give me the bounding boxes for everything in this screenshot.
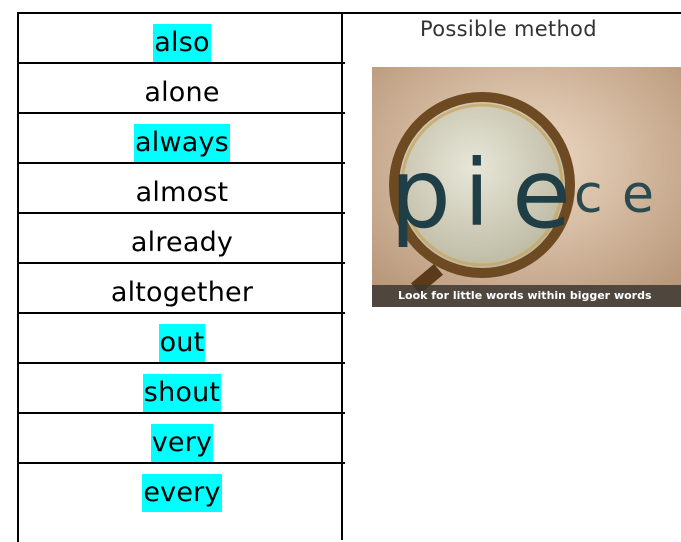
word-row (19, 64, 345, 114)
word-cell: always (134, 124, 230, 162)
word-cell: altogether (110, 277, 254, 308)
letter-e2: e (622, 165, 654, 225)
word-row (19, 414, 345, 464)
word-cell: shout (143, 374, 221, 412)
letter-e: e (512, 138, 572, 250)
letter-c: c (574, 165, 603, 225)
word-cell: out (159, 324, 206, 362)
word-cell: almost (135, 177, 229, 208)
word-row (19, 464, 345, 512)
magnifying-glass-icon (372, 67, 681, 307)
word-row (19, 164, 345, 214)
method-picture (372, 67, 681, 307)
method-title: Possible method (420, 17, 597, 41)
word-cell: every (142, 474, 221, 512)
word-row (19, 114, 345, 164)
letter-i: i (464, 140, 490, 247)
picture-caption: Look for little words within bigger words (372, 285, 681, 307)
word-cell: already (130, 227, 234, 258)
word-cell: also (153, 24, 210, 62)
word-row (19, 314, 345, 364)
word-cell: very (151, 424, 213, 462)
word-row (19, 14, 345, 64)
column-divider (341, 12, 343, 540)
word-row (19, 364, 345, 414)
word-row (19, 264, 345, 314)
letter-p: p (390, 138, 451, 250)
word-cell: alone (144, 77, 220, 108)
word-row (19, 214, 345, 264)
table-top-border (341, 12, 681, 14)
word-table (17, 12, 345, 542)
